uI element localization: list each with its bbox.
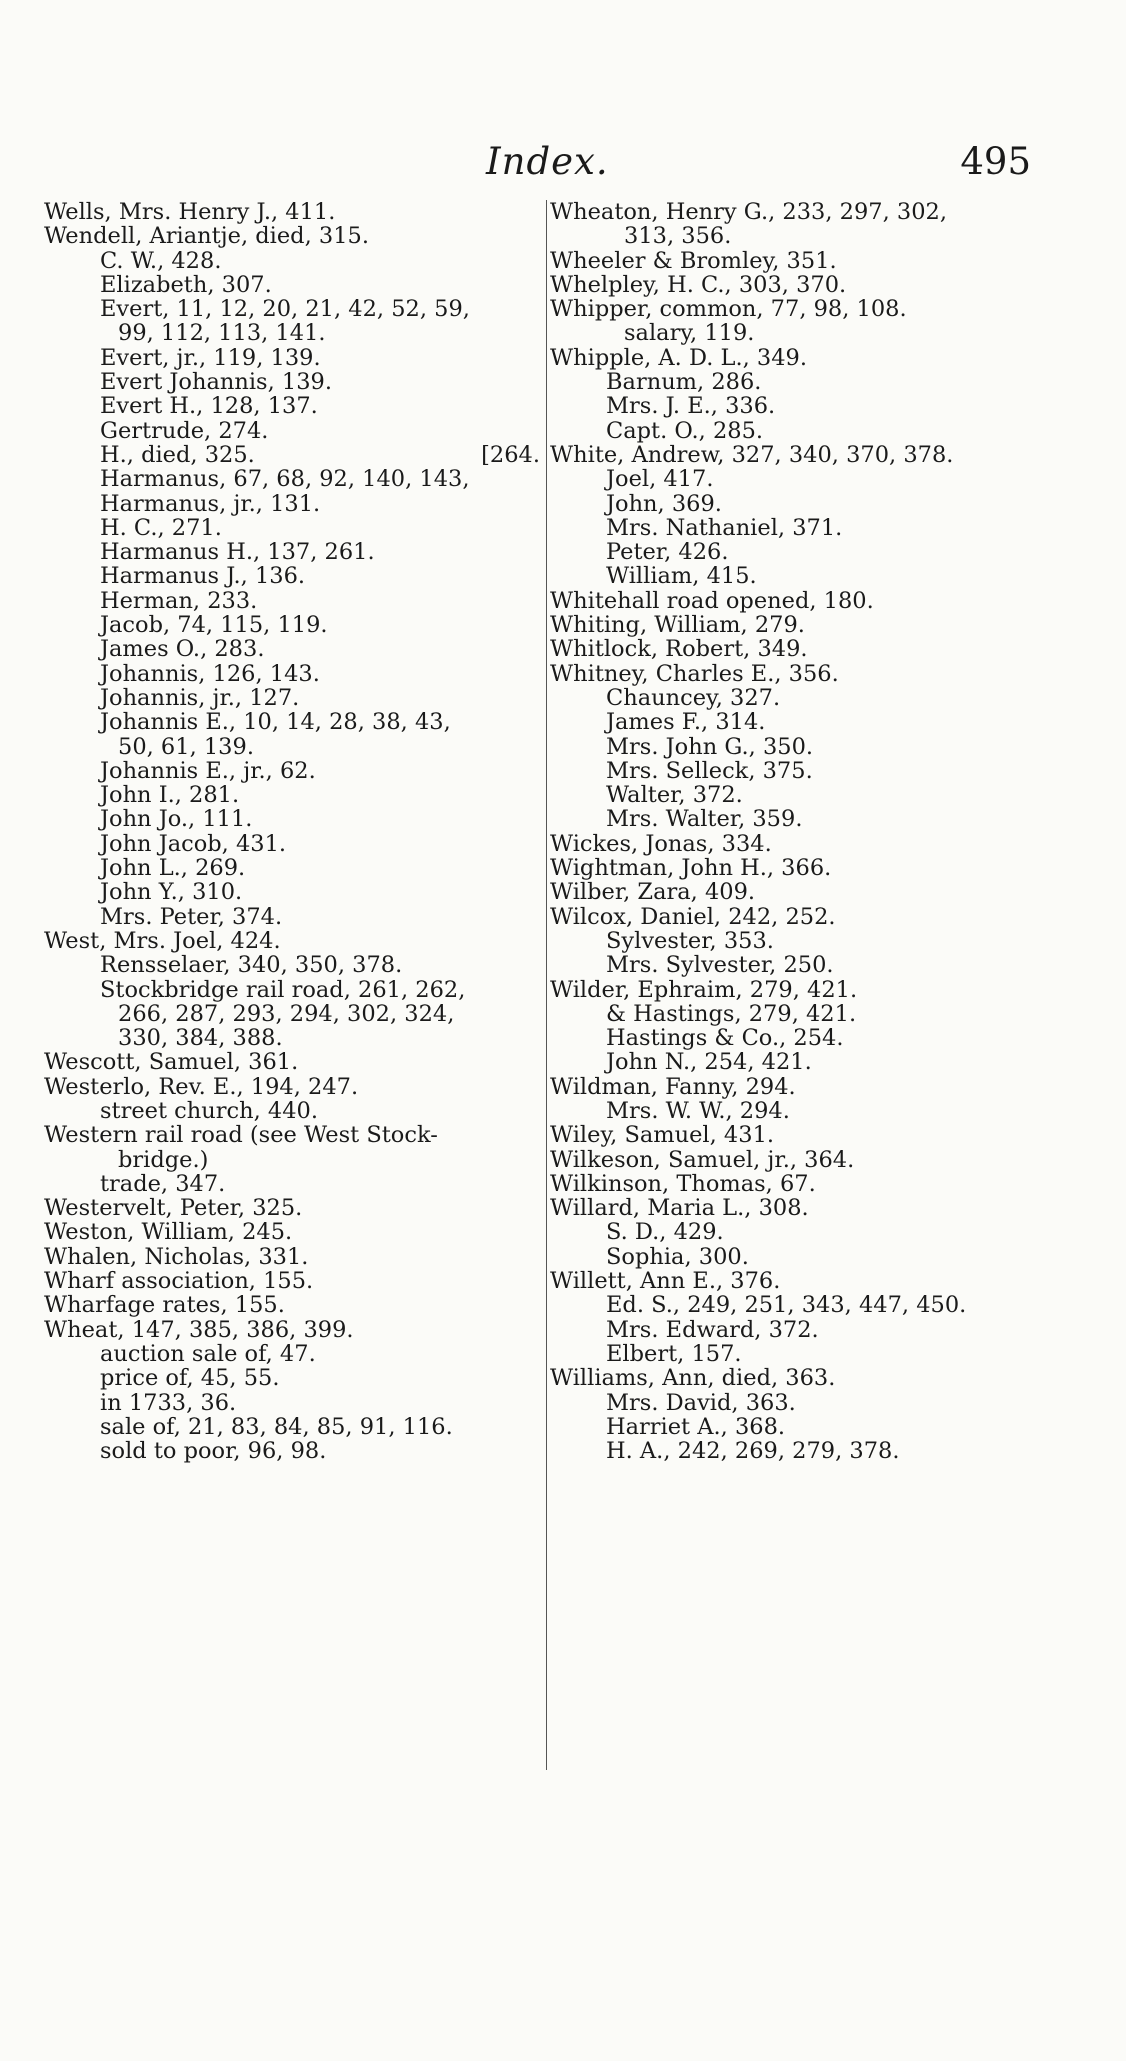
index-entry	[550, 1026, 1090, 1050]
index-entry	[550, 1099, 1090, 1123]
index-entry-text: Whitney, Charles E., 356.	[550, 660, 839, 687]
index-entry	[550, 1342, 1090, 1366]
index-entry-text: H. A., 242, 269, 279, 378.	[606, 1438, 900, 1465]
index-entry	[550, 783, 1090, 807]
index-entry-text: Western rail road (see West Stock-	[44, 1122, 438, 1149]
index-entry	[44, 783, 544, 807]
index-entry	[44, 880, 544, 904]
index-entry	[550, 1245, 1090, 1269]
index-entry	[550, 273, 1090, 297]
index-entry-text: Mrs. John G., 350.	[606, 733, 814, 760]
index-entry	[44, 346, 544, 370]
index-entry	[550, 1172, 1090, 1196]
index-entry-text: Evert Johannis, 139.	[100, 369, 332, 396]
index-entry-text: Herman, 233.	[100, 587, 258, 614]
index-entry-text: Wilkeson, Samuel, jr., 364.	[550, 1146, 855, 1173]
index-entry	[44, 637, 544, 661]
index-entry-text: Whelpley, H. C., 303, 370.	[550, 271, 847, 298]
index-entry	[550, 1293, 1090, 1317]
index-entry-text: Weston, William, 245.	[44, 1219, 293, 1246]
index-entry-text: Hastings & Co., 254.	[606, 1025, 844, 1052]
index-entry-text: Wheeler & Bromley, 351.	[550, 247, 837, 274]
index-entry-text: 330, 384, 388.	[118, 1025, 283, 1052]
index-entry	[44, 224, 544, 248]
index-entry	[44, 419, 544, 443]
index-entry-text: Joel, 417.	[606, 466, 714, 493]
index-entry-text: White, Andrew, 327, 340, 370, 378.	[550, 441, 954, 468]
index-entry-text: sold to poor, 96, 98.	[100, 1438, 327, 1465]
index-entry-text: price of, 45, 55.	[100, 1365, 280, 1392]
index-entry-text: Sophia, 300.	[606, 1243, 749, 1270]
index-entry-text: Chauncey, 327.	[606, 684, 781, 711]
index-entry-text: salary, 119.	[624, 320, 755, 347]
index-entry	[44, 1293, 544, 1317]
index-entry	[44, 492, 544, 516]
index-entry	[550, 735, 1090, 759]
index-entry-text: Wheaton, Henry G., 233, 297, 302,	[550, 199, 948, 225]
index-entry-text: H., died, 325.	[100, 441, 255, 468]
index-entry	[550, 1002, 1090, 1026]
index-entry-text: Harmanus H., 137, 261.	[100, 539, 375, 566]
index-entry	[44, 1318, 544, 1342]
index-entry	[44, 1196, 544, 1220]
index-entry	[550, 637, 1090, 661]
index-entry	[44, 978, 544, 1002]
index-entry	[550, 905, 1090, 929]
index-entry	[44, 1415, 544, 1439]
index-entry	[550, 200, 1090, 224]
index-entry	[44, 613, 544, 637]
index-entry-text: 50, 61, 139.	[118, 733, 254, 760]
index-entry	[44, 1366, 544, 1390]
index-entry	[44, 905, 544, 929]
index-entry-text: John Jacob, 431.	[100, 830, 287, 857]
index-entry	[44, 1391, 544, 1415]
index-entry-text: 266, 287, 293, 294, 302, 324,	[118, 1000, 455, 1027]
index-entry	[44, 273, 544, 297]
page-header	[0, 140, 1126, 190]
index-entry	[44, 1220, 544, 1244]
index-entry	[550, 686, 1090, 710]
page-title: Index.	[486, 140, 609, 183]
index-entry	[44, 1172, 544, 1196]
index-entry-text: 99, 112, 113, 141.	[118, 320, 326, 347]
index-entry-text: Wightman, John H., 366.	[550, 855, 832, 882]
index-entry-text: Wilkinson, Thomas, 67.	[550, 1170, 816, 1197]
index-entry	[550, 807, 1090, 831]
index-entry	[44, 686, 544, 710]
page-number: 495	[960, 140, 1031, 183]
index-entry-text: Evert H., 128, 137.	[100, 393, 318, 420]
index-entry-text: Mrs. Edward, 372.	[606, 1316, 819, 1343]
index-column-right	[550, 200, 1090, 1463]
index-entry-text: Whitehall road opened, 180.	[550, 587, 874, 614]
index-entry	[44, 1342, 544, 1366]
index-entry-text: Whiting, William, 279.	[550, 612, 805, 639]
index-entry	[44, 1439, 544, 1463]
index-entry	[550, 978, 1090, 1002]
index-entry-text: Whipple, A. D. L., 349.	[550, 344, 808, 371]
index-entry-text: Harmanus, 67, 68, 92, 140, 143,	[100, 466, 470, 493]
index-entry-text: Elbert, 157.	[606, 1340, 742, 1367]
index-entry-text: Wharfage rates, 155.	[44, 1292, 285, 1319]
index-entry	[550, 1123, 1090, 1147]
index-column-left	[44, 200, 544, 1463]
index-entry	[550, 394, 1090, 418]
index-entry	[550, 492, 1090, 516]
index-entry-text: Mrs. Peter, 374.	[100, 903, 283, 930]
index-entry	[550, 346, 1090, 370]
index-entry-text: Williams, Ann, died, 363.	[550, 1365, 836, 1392]
index-entry-text: John Jo., 111.	[100, 806, 253, 833]
index-entry-text: Johannis, jr., 127.	[100, 684, 300, 711]
index-entry-text: James F., 314.	[606, 709, 766, 736]
index-entry-text: Stockbridge rail road, 261, 262,	[100, 976, 466, 1003]
index-entry	[44, 1099, 544, 1123]
index-entry-text: Mrs. W. W., 294.	[606, 1097, 790, 1124]
index-entry-text: Whipper, common, 77, 98, 108.	[550, 296, 907, 323]
index-entry-text: S. D., 429.	[606, 1219, 724, 1246]
index-entry-text: Whitlock, Robert, 349.	[550, 636, 808, 663]
index-entry	[44, 759, 544, 783]
index-entry	[44, 662, 544, 686]
index-entry-text: C. W., 428.	[100, 247, 222, 274]
index-entry-text: Wescott, Samuel, 361.	[44, 1049, 299, 1076]
index-entry	[44, 1002, 544, 1026]
index-entry-text: Wildman, Fanny, 294.	[550, 1073, 796, 1100]
index-entry-text: Wilder, Ephraim, 279, 421.	[550, 976, 858, 1003]
index-entry	[44, 394, 544, 418]
index-entry-text: Evert, 11, 12, 20, 21, 42, 52, 59,	[100, 296, 470, 323]
index-entry	[44, 735, 544, 759]
index-entry	[550, 297, 1090, 321]
index-entry-text: William, 415.	[606, 563, 757, 590]
index-entry	[550, 589, 1090, 613]
index-entry	[550, 1075, 1090, 1099]
index-entry-text: Barnum, 286.	[606, 369, 762, 396]
index-entry	[550, 1269, 1090, 1293]
index-entry-text: Johannis E., jr., 62.	[100, 757, 316, 784]
index-entry	[44, 370, 544, 394]
index-entry-text: Whalen, Nicholas, 331.	[44, 1243, 309, 1270]
index-entry-text: Evert, jr., 119, 139.	[100, 344, 321, 371]
index-entry-text: Mrs. David, 363.	[606, 1389, 796, 1416]
index-entry-text: Wheat, 147, 385, 386, 399.	[44, 1316, 354, 1343]
index-entry	[550, 516, 1090, 540]
index-entry-text: Jacob, 74, 115, 119.	[100, 612, 328, 639]
index-entry	[44, 1123, 544, 1147]
index-entry-text: Mrs. Sylvester, 250.	[606, 952, 834, 979]
index-entry-text: Willard, Maria L., 308.	[550, 1195, 809, 1222]
index-entry-text: Mrs. Selleck, 375.	[606, 757, 813, 784]
index-entry-text: Harriet A., 368.	[606, 1413, 786, 1440]
index-entry	[550, 249, 1090, 273]
index-entry	[550, 1196, 1090, 1220]
index-entry	[550, 662, 1090, 686]
index-entry	[550, 321, 1090, 345]
index-entry	[550, 224, 1090, 248]
index-entry	[550, 856, 1090, 880]
index-entry	[44, 200, 544, 224]
index-entry	[550, 1366, 1090, 1390]
index-entry-text: Walter, 372.	[606, 782, 743, 809]
index-entry-text: auction sale of, 47.	[100, 1340, 316, 1367]
index-entry	[44, 1050, 544, 1074]
index-entry-text: Wilcox, Daniel, 242, 252.	[550, 903, 836, 930]
index-entry	[44, 856, 544, 880]
index-entry	[44, 516, 544, 540]
index-entry	[550, 370, 1090, 394]
index-entry	[44, 249, 544, 273]
index-entry	[550, 953, 1090, 977]
index-entry	[550, 1439, 1090, 1463]
index-entry-text: sale of, 21, 83, 84, 85, 91, 116.	[100, 1413, 453, 1440]
index-entry	[44, 540, 544, 564]
index-entry	[550, 832, 1090, 856]
index-entry-text: John, 369.	[606, 490, 722, 517]
index-entry-text: in 1733, 36.	[100, 1389, 237, 1416]
index-entry	[44, 710, 544, 734]
index-entry-text: John Y., 310.	[100, 879, 243, 906]
index-entry	[44, 1269, 544, 1293]
index-entry	[550, 710, 1090, 734]
index-entry-text: Mrs. Nathaniel, 371.	[606, 514, 843, 541]
index-entry-text: Johannis E., 10, 14, 28, 38, 43,	[100, 709, 451, 736]
index-entry-carryover: [264.	[481, 441, 540, 468]
index-entry	[550, 880, 1090, 904]
index-entry-text: street church, 440.	[100, 1097, 319, 1124]
index-entry-text: Wiley, Samuel, 431.	[550, 1122, 775, 1149]
index-entry-text: Harmanus J., 136.	[100, 563, 306, 590]
index-entry-text: Willett, Ann E., 376.	[550, 1268, 781, 1295]
index-entry-text: Mrs. Walter, 359.	[606, 806, 803, 833]
index-entry-text: John I., 281.	[100, 782, 240, 809]
index-entry	[550, 467, 1090, 491]
index-entry-text: Westervelt, Peter, 325.	[44, 1195, 303, 1222]
index-entry-text: Capt. O., 285.	[606, 417, 764, 444]
index-entry	[550, 1050, 1090, 1074]
index-entry	[44, 832, 544, 856]
index-entry-text: bridge.)	[118, 1146, 209, 1173]
index-entry	[550, 613, 1090, 637]
index-entry	[550, 1148, 1090, 1172]
index-entry	[44, 321, 544, 345]
index-entry-text: & Hastings, 279, 421.	[606, 1000, 857, 1027]
index-entry	[550, 540, 1090, 564]
index-entry-text: West, Mrs. Joel, 424.	[44, 927, 281, 954]
index-entry	[44, 467, 544, 491]
index-entry-text: Wells, Mrs. Henry J., 411.	[44, 199, 336, 225]
index-entry	[550, 419, 1090, 443]
index-entry	[550, 929, 1090, 953]
index-entry	[44, 564, 544, 588]
index-entry	[550, 759, 1090, 783]
index-entry	[44, 1148, 544, 1172]
index-entry-text: trade, 347.	[100, 1170, 226, 1197]
index-entry-text: Ed. S., 249, 251, 343, 447, 450.	[606, 1292, 967, 1319]
index-entry-text: John N., 254, 421.	[606, 1049, 812, 1076]
index-entry-text: Sylvester, 353.	[606, 927, 774, 954]
index-entry	[44, 1026, 544, 1050]
index-entry-text: Mrs. J. E., 336.	[606, 393, 776, 420]
column-divider	[546, 200, 547, 1770]
index-entry	[550, 1318, 1090, 1342]
index-entry	[44, 443, 544, 467]
index-entry	[550, 443, 1090, 467]
index-entry-text: Johannis, 126, 143.	[100, 660, 320, 687]
index-entry	[44, 1245, 544, 1269]
index-entry-text: Westerlo, Rev. E., 194, 247.	[44, 1073, 359, 1100]
index-entry	[44, 929, 544, 953]
index-entry	[44, 589, 544, 613]
index-entry-text: Wendell, Ariantje, died, 315.	[44, 223, 369, 250]
index-entry-text: Wilber, Zara, 409.	[550, 879, 756, 906]
index-entry-text: Harmanus, jr., 131.	[100, 490, 321, 517]
index-entry	[550, 564, 1090, 588]
index-entry	[44, 297, 544, 321]
index-entry-text: Wharf association, 155.	[44, 1268, 314, 1295]
index-entry-text: James O., 283.	[100, 636, 265, 663]
index-entry-text: Elizabeth, 307.	[100, 271, 272, 298]
index-entry-text: Rensselaer, 340, 350, 378.	[100, 952, 403, 979]
index-entry-text: H. C., 271.	[100, 514, 222, 541]
index-entry	[550, 1415, 1090, 1439]
index-entry	[550, 1391, 1090, 1415]
index-entry	[44, 807, 544, 831]
index-entry-text: Wickes, Jonas, 334.	[550, 830, 772, 857]
index-entry-text: Gertrude, 274.	[100, 417, 269, 444]
index-entry	[44, 953, 544, 977]
index-entry-text: Peter, 426.	[606, 539, 729, 566]
index-entry-text: John L., 269.	[100, 855, 246, 882]
index-entry	[550, 1220, 1090, 1244]
index-entry	[44, 1075, 544, 1099]
index-entry-text: 313, 356.	[624, 223, 732, 250]
